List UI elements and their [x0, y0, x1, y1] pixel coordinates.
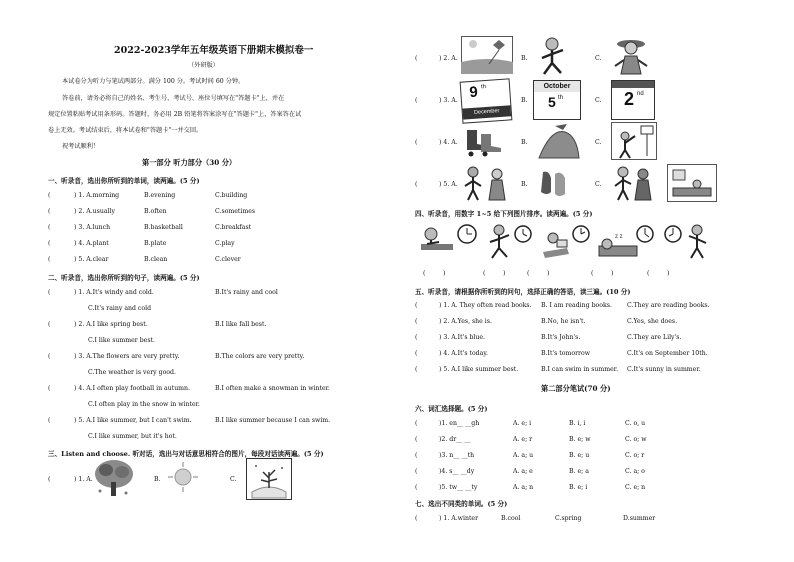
s4-blank-2-close: ) — [503, 270, 506, 277]
s3-q5-paren: ( — [415, 181, 418, 188]
s3-q2-c: C. — [595, 55, 602, 62]
s6-q5-a: A. a; n — [513, 484, 534, 491]
s1-q1-b: B.evening — [144, 192, 176, 199]
intro-line-4: 卷上无效。考试结束后，将本试卷和"答题卡"一并交回。 — [48, 127, 203, 134]
s6-q1-a: A. e; i — [513, 420, 532, 427]
s3-q4-a: ) 4. A. — [439, 139, 458, 146]
s3-q2-picture-a-beach-kite — [461, 36, 513, 74]
section3-heading: 三、Listen and choose. 听对话，选出与对话意思相符合的图片，每段对话读两遍。(5 分) — [48, 450, 324, 458]
s2-q2-b: B.I like fall best. — [215, 321, 267, 328]
intro-line-2: 答卷前，请务必将自己的姓名、考生号、考试号、座位号填写在"答题卡"上，并在 — [62, 95, 285, 102]
s6-q1-b: B. i, i — [569, 420, 586, 427]
s6-q2-paren: ( — [415, 436, 418, 443]
s5-q1-a: ) 1. A. They often read books. — [439, 302, 532, 309]
s4-blank-2-open: ( — [483, 270, 486, 277]
s4-blank-1-close: ) — [443, 270, 446, 277]
s6-q5-stem: )5. tw__ __ty — [439, 484, 478, 491]
s6-q2-c: C. o; w — [625, 436, 647, 443]
s7-q1-d: D.summer — [623, 515, 656, 522]
s3-q5-picture-c-children-walking — [609, 164, 657, 202]
s2-q2-paren: ( — [48, 321, 51, 328]
s3-q5-a: ) 5. A. — [439, 181, 458, 188]
s3-q1-picture-c-snow-scene — [246, 458, 292, 500]
s4-blank-5-close: ) — [667, 270, 670, 277]
s4-picture-3-reading-clock — [537, 222, 593, 262]
s1-q3-c: C.breakfast — [215, 224, 252, 231]
edition-note: （外研版） — [188, 62, 219, 69]
s2-q4-c: C.I often play in the snow in winter. — [88, 401, 200, 408]
s4-blank-1-open: ( — [423, 270, 426, 277]
s1-q5-paren: ( — [48, 256, 51, 263]
s5-q3-a: ) 3. A.It's blue. — [439, 334, 486, 341]
s6-q1-c: C. o, u — [625, 420, 646, 427]
s5-q3-b: B.It's John's. — [541, 334, 581, 341]
s2-q2-c: C.I like summer best. — [88, 337, 155, 344]
s1-q1-a: ) 1. A.morning — [74, 192, 120, 199]
intro-line-1: 本试卷分为听力与笔试两部分。满分 100 分。考试时间 60 分钟。 — [62, 78, 245, 85]
s5-q4-b: B.It's tomorrow — [541, 350, 591, 357]
s6-q1-stem: )1. en__ __gh — [439, 420, 480, 427]
s2-q4-b: B.I often make a snowman in winter. — [215, 385, 330, 392]
s1-q3-paren: ( — [48, 224, 51, 231]
s1-q2-b: B.often — [144, 208, 167, 215]
part1-heading: 第一部分 听力部分（30 分） — [142, 158, 237, 167]
s5-q2-paren: ( — [415, 318, 418, 325]
s1-q4-c: C.play — [215, 240, 235, 247]
s6-q4-a: A. a; e — [513, 468, 533, 475]
s7-q1-a: ) 1. A.winter — [439, 515, 479, 522]
s6-q2-stem: )2. dr__ __ — [439, 436, 471, 443]
s3-q5-b: B. — [521, 181, 528, 188]
s5-q4-c: C.It's on September 10th. — [627, 350, 708, 357]
s6-q3-stem: )3. n__ __th — [439, 452, 475, 459]
section4-heading: 四、听录音，用数字 1~5 给下列图片排序。读两遍。(5 分) — [415, 210, 593, 218]
s6-q3-b: B. e; u — [569, 452, 590, 459]
s3-q4-b: B. — [521, 139, 528, 146]
s3-q3-a-day-suffix: th — [480, 83, 487, 91]
s5-q1-c: C.They are reading books. — [627, 302, 710, 309]
s4-blank-4-open: ( — [591, 270, 594, 277]
s2-q3-paren: ( — [48, 353, 51, 360]
s3-q1-b: B. — [154, 476, 161, 483]
s1-q4-b: B.plate — [144, 240, 167, 247]
s3-q4-paren: ( — [415, 139, 418, 146]
s1-q3-b: B.basketball — [144, 224, 183, 231]
s6-q5-b: B. e; i — [569, 484, 588, 491]
s6-q1-paren: ( — [415, 420, 418, 427]
s3-q3-c-day-number: 2 — [624, 89, 635, 109]
s2-q5-c: C.I like summer, but it's hot. — [88, 433, 177, 440]
s3-q3-paren: ( — [415, 97, 418, 104]
s2-q2-a: ) 2. A.I like spring best. — [74, 321, 148, 328]
right-column — [397, 0, 794, 562]
s3-q2-b: B. — [521, 55, 528, 62]
section5-heading: 五、听录音，请根据你所听到的问句，选择正确的答语，读三遍。(10 分) — [415, 288, 631, 296]
s2-q4-a: ) 4. A.I often play football in autumn. — [74, 385, 191, 392]
s2-q5-a: ) 5. A.I like summer, but I can't swim. — [74, 417, 192, 424]
s3-q2-paren: ( — [415, 55, 418, 62]
s5-q2-a: ) 2. A.Yes, she is. — [439, 318, 492, 325]
s2-q1-paren: ( — [48, 289, 51, 296]
s1-q5-b: B.clean — [144, 256, 168, 263]
s6-q4-c: C. a; o — [625, 468, 645, 475]
s2-q3-c: C.The weather is very good. — [88, 369, 176, 376]
s7-q1-b: B.cool — [501, 515, 521, 522]
s3-q3-b: B. — [521, 97, 528, 104]
s2-q1-c: C.It's rainy and cold — [88, 305, 152, 312]
s7-q1-c: C.spring — [555, 515, 582, 522]
s3-q3-picture-c-calendar — [611, 80, 655, 120]
s3-q1-paren: ( — [48, 476, 51, 483]
s3-q2-picture-c-girl-with-hat — [611, 36, 651, 76]
svg-text:z z: z z — [615, 234, 623, 240]
s2-q3-b: B.The colors are very pretty. — [215, 353, 305, 360]
section2-heading: 二、听录音，选出你所听到的句子，读两遍。(5 分) — [48, 274, 200, 282]
s6-q3-paren: ( — [415, 452, 418, 459]
s6-q2-b: B. e; w — [569, 436, 591, 443]
s2-q5-b: B.I like summer because I can swim. — [215, 417, 331, 424]
s3-q3-a-month: December — [462, 105, 511, 119]
s2-q4-paren: ( — [48, 385, 51, 392]
s6-q2-a: A. e; r — [513, 436, 533, 443]
s3-q4-picture-b-hill — [537, 120, 581, 160]
s3-q1-a: ) 1. A. — [74, 476, 93, 483]
section7-heading: 七、选出不同类的单词。(5 分) — [415, 500, 508, 508]
s4-blank-3-open: ( — [527, 270, 530, 277]
intro-line-5: 祝考试顺利！ — [62, 143, 100, 150]
s5-q3-paren: ( — [415, 334, 418, 341]
s1-q5-c: C.clever — [215, 256, 241, 263]
s4-picture-4-sleeping-clock — [597, 222, 655, 262]
s3-q3-a: ) 3. A. — [439, 97, 458, 104]
page-title: 2022-2023学年五年级英语下册期末模拟卷一 — [114, 45, 314, 56]
s5-q2-b: B.No, he isn't. — [541, 318, 586, 325]
s6-q4-paren: ( — [415, 468, 418, 475]
intro-line-3: 规定位置粘贴考试用条形码。答题时，务必用 2B 铅笔将答案涂写在"答题卡"上，答案答在试 — [48, 111, 302, 118]
s1-q2-paren: ( — [48, 208, 51, 215]
s3-q4-c: C. — [595, 139, 602, 146]
s3-q5-c: C. — [595, 181, 602, 188]
s5-q4-a: ) 4. A.It's today. — [439, 350, 488, 357]
s5-q1-paren: ( — [415, 302, 418, 309]
s4-picture-5-playing-clock — [661, 222, 713, 262]
s2-q1-a: ) 1. A.It's windy and cold. — [74, 289, 154, 296]
s6-q4-b: B. e; a — [569, 468, 589, 475]
s5-q3-c: C.They are Lily's. — [627, 334, 682, 341]
s3-q3-picture-b-calendar — [533, 80, 581, 120]
s1-q2-c: C.sometimes — [215, 208, 256, 215]
s1-q5-a: ) 5. A.clear — [74, 256, 109, 263]
s3-q1-picture-a-autumn-tree — [92, 458, 136, 498]
s5-q5-c: C.It's sunny in summer. — [627, 366, 701, 373]
s4-picture-2-running-clock — [485, 222, 535, 262]
s5-q5-paren: ( — [415, 366, 418, 373]
s3-q1-c: C. — [230, 476, 237, 483]
s1-q4-a: ) 4. A.plant — [74, 240, 109, 247]
s4-picture-1-homework-clock — [417, 222, 479, 262]
s3-q3-a-day-number: 9 — [468, 83, 479, 102]
s5-q5-b: B.I can swim in summer. — [541, 366, 619, 373]
s1-q1-paren: ( — [48, 192, 51, 199]
s1-q3-a: ) 3. A.lunch — [74, 224, 111, 231]
s5-q5-a: ) 5. A.I like summer best. — [439, 366, 519, 373]
s3-q1-picture-b-sun-icon — [166, 460, 200, 494]
s3-q3-b-month: October — [534, 81, 580, 92]
s3-q5-picture-a-kids-outdoors — [461, 164, 511, 202]
s6-q3-a: A. a; u — [513, 452, 534, 459]
s1-q1-c: C.building — [215, 192, 248, 199]
s3-q3-b-day-suffix: th — [558, 95, 564, 101]
s3-q4-picture-c-basketball-court — [611, 122, 657, 160]
s3-q3-c: C. — [595, 97, 602, 104]
s2-q5-paren: ( — [48, 417, 51, 424]
s3-q3-b-day-number: 5 — [548, 94, 556, 110]
section6-heading: 六、词汇选择题。(5 分) — [415, 405, 488, 413]
s1-q4-paren: ( — [48, 240, 51, 247]
part2-heading: 第二部分笔试(70 分) — [541, 384, 611, 393]
s6-q5-c: C. e; n — [625, 484, 646, 491]
s3-q5-picture-b-shoes — [537, 166, 571, 200]
s3-q5-picture-d-bedroom — [667, 164, 717, 202]
s6-q4-stem: )4. s__ __dy — [439, 468, 475, 475]
s3-q3-c-day-suffix: nd — [637, 91, 644, 97]
s5-q2-c: C.Yes, she does. — [627, 318, 678, 325]
s6-q3-c: C. o; r — [625, 452, 645, 459]
section1-heading: 一、听录音，选出你所听到的单词，读两遍。(5 分) — [48, 177, 200, 185]
s4-blank-4-close: ) — [611, 270, 614, 277]
s4-blank-5-open: ( — [647, 270, 650, 277]
s2-q3-a: ) 3. A.The flowers are very pretty. — [74, 353, 180, 360]
s3-q3-picture-a-calendar — [461, 80, 511, 122]
s4-blank-3-close: ) — [547, 270, 550, 277]
s1-q2-a: ) 2. A.usually — [74, 208, 115, 215]
s7-q1-paren: ( — [415, 515, 418, 522]
s2-q1-b: B.It's rainy and cool — [215, 289, 278, 296]
s3-q2-a: ) 2. A. — [439, 55, 458, 62]
s3-q4-picture-a-skates — [461, 124, 505, 158]
s6-q5-paren: ( — [415, 484, 418, 491]
s5-q1-b: B. I am reading books. — [541, 302, 612, 309]
s3-q2-picture-b-boy-running — [533, 36, 571, 76]
s5-q4-paren: ( — [415, 350, 418, 357]
